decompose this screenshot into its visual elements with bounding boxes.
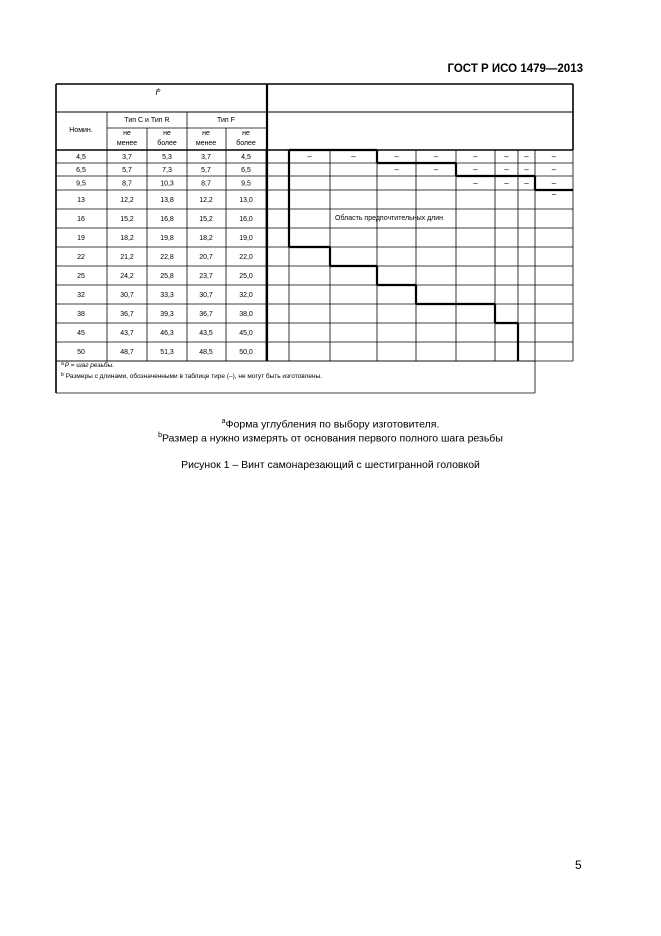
- table-cell: 43,7: [120, 330, 134, 337]
- figure-caption: Рисунок 1 – Винт самонарезающий с шестигранной головкой: [181, 459, 480, 471]
- table-cell: 38,0: [239, 311, 253, 318]
- nominal-header: Номин.: [69, 127, 93, 134]
- table-cell: 25: [77, 273, 85, 280]
- dash-cell: –: [307, 152, 312, 161]
- table-cell: 24,2: [120, 273, 134, 280]
- table-cell: 46,3: [160, 330, 174, 337]
- table-cell: 45,0: [239, 330, 253, 337]
- min-header: не: [123, 130, 131, 137]
- dash-cell: –: [351, 152, 356, 161]
- page-number: 5: [575, 858, 582, 872]
- dash-cell: –: [524, 152, 529, 161]
- footnote-a: $^a$P = шаг резьбы.: [61, 361, 115, 369]
- dash-cell: –: [551, 152, 557, 161]
- note-b: $^b$Размер a нужно измерять от основания первого полного шага резьбы: [158, 432, 503, 445]
- table-cell: 15,2: [120, 216, 134, 223]
- dash-cell: –: [473, 165, 478, 174]
- preferred-region-label: Область предпочтительных длин: [335, 215, 444, 222]
- table-cell: 6,5: [76, 167, 86, 174]
- table-cell: 45: [77, 330, 85, 337]
- min-header: менее: [116, 140, 138, 147]
- table-cell: 32,0: [239, 292, 253, 299]
- table-cell: 22,8: [160, 254, 174, 261]
- table-cell: 20,7: [199, 254, 213, 261]
- dash-cell: –: [473, 152, 478, 161]
- table-cell: 8,7: [122, 180, 132, 188]
- table-cell: 13,0: [239, 197, 253, 204]
- dash-cell: –: [504, 152, 509, 161]
- table-cell: 10,3: [160, 180, 174, 188]
- table-cell: 25,8: [160, 273, 174, 280]
- max-header: более: [157, 140, 177, 147]
- table-cell: 18,2: [120, 235, 134, 242]
- table-cell: 9,5: [76, 180, 86, 188]
- table-cell: 21,2: [120, 254, 134, 261]
- dash-cell: –: [551, 165, 557, 174]
- table-cell: 13,8: [160, 197, 174, 204]
- dash-cell: –: [504, 165, 509, 174]
- document-id: ГОСТ Р ИСО 1479—2013: [447, 63, 583, 75]
- table-cell: 38: [77, 311, 85, 318]
- dash-cell: –: [524, 178, 529, 188]
- dash-cell: –: [504, 178, 509, 188]
- table-cell: 18,2: [199, 235, 213, 242]
- table-cell: 5,7: [122, 167, 132, 174]
- table-cell: 4,5: [241, 154, 251, 161]
- table-cell: 7,3: [162, 167, 172, 174]
- table-cell: 15,2: [199, 216, 213, 223]
- table-cell: 33,3: [160, 292, 174, 299]
- table-cell: 3,7: [122, 154, 132, 161]
- table-cell: 5,3: [162, 154, 172, 161]
- min-header: не: [202, 130, 210, 137]
- min-header: менее: [195, 140, 217, 147]
- max-header: более: [236, 140, 256, 147]
- table-cell: 36,7: [120, 311, 134, 318]
- preferred-region-boundary: [289, 150, 573, 361]
- table-cell: 8,7: [201, 180, 211, 188]
- table-cell: 12,2: [120, 197, 134, 204]
- table-cell: 50,0: [239, 349, 253, 356]
- l-header: $l^b$: [155, 88, 161, 97]
- table-cell: 5,7: [201, 167, 211, 174]
- table-cell: 19: [77, 235, 85, 242]
- type-f-header: Тип F: [217, 117, 235, 124]
- table-cell: 43,5: [199, 330, 213, 337]
- table-cell: 22,0: [239, 254, 253, 261]
- table-cell: 4,5: [76, 154, 86, 161]
- dash-cell: –: [433, 165, 439, 174]
- table-cell: 16,8: [160, 216, 174, 223]
- table-cell: 25,0: [239, 273, 253, 280]
- dash-cell: –: [433, 152, 439, 161]
- table-cell: 50: [77, 349, 85, 356]
- max-header: не: [163, 130, 171, 137]
- note-a: $^a$Форма углубления по выбору изготовителя.: [221, 418, 440, 431]
- table-cell: 19,8: [160, 235, 174, 242]
- table-cell: 36,7: [199, 311, 213, 318]
- table-cell: 39,3: [160, 311, 174, 318]
- dash-cell: –: [551, 189, 557, 199]
- table-cell: 12,2: [199, 197, 213, 204]
- table-cell: 30,7: [199, 292, 213, 299]
- max-header: не: [242, 130, 250, 137]
- table-cell: 48,5: [199, 349, 213, 356]
- table-cell: 48,7: [120, 349, 134, 356]
- table-cell: 6,5: [241, 167, 251, 174]
- dash-cell: –: [551, 178, 557, 188]
- table-cell: 13: [77, 197, 85, 204]
- table-cell: 19,0: [239, 235, 253, 242]
- table-cell: 16,0: [239, 216, 253, 223]
- table-cell: 9,5: [241, 180, 251, 188]
- table-cell: 16: [77, 216, 85, 223]
- footnote-b: $^b$ Размеры с длинами, обозначенными в таблице тире (–), не могут быть изготовлены.: [61, 372, 323, 380]
- dash-cell: –: [394, 152, 399, 161]
- table-cell: 51,3: [160, 349, 174, 356]
- table-cell: 23,7: [199, 273, 213, 280]
- table-cell: 3,7: [201, 154, 211, 161]
- table-cell: 22: [77, 254, 85, 261]
- table-cell: 30,7: [120, 292, 134, 299]
- table-cell: 32: [77, 292, 85, 299]
- dash-cell: –: [473, 178, 478, 188]
- dash-cell: –: [524, 165, 529, 174]
- type-cr-header: Тип C и Тип R: [124, 117, 170, 124]
- dash-cell: –: [394, 165, 399, 174]
